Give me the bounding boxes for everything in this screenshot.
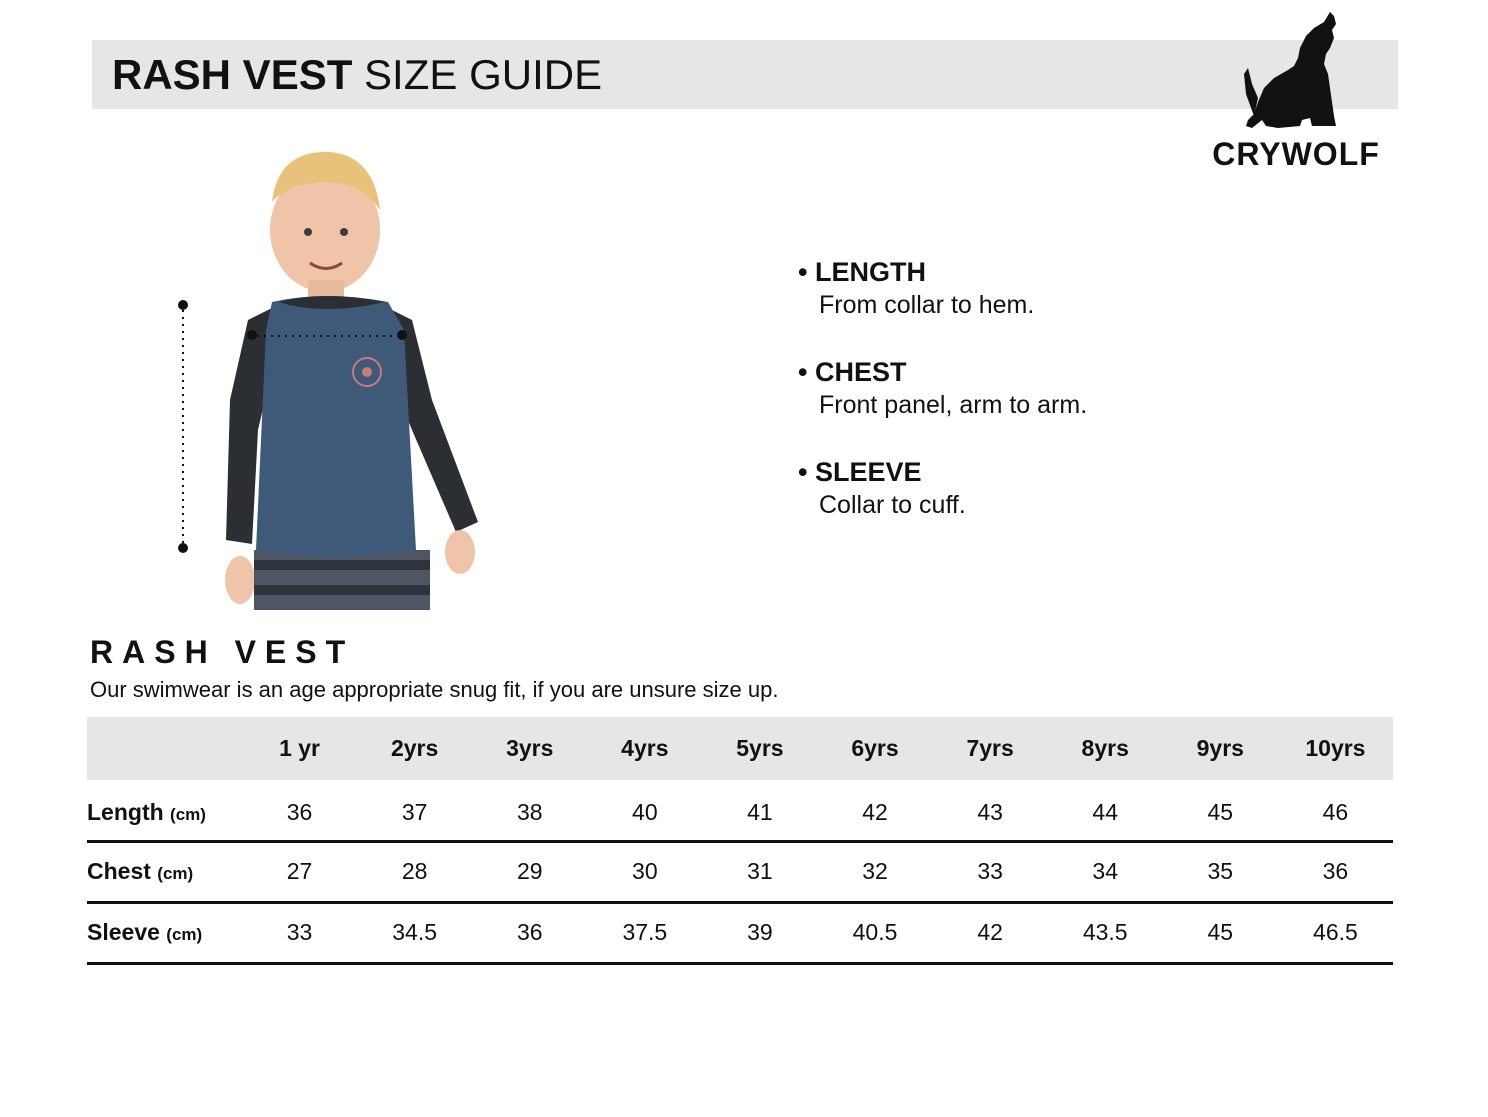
note-description: From collar to hem. (819, 291, 1035, 319)
table-row-chest (87, 841, 1393, 902)
table-cell: 39 (702, 902, 817, 963)
row-unit: (cm) (157, 864, 194, 883)
table-cell: 38 (472, 780, 587, 841)
table-cell: 40.5 (817, 902, 932, 963)
table-cell: 45 (1163, 902, 1278, 963)
table-cell: 44 (1048, 780, 1163, 841)
table-cell: 27 (242, 841, 357, 902)
note-length (798, 255, 1318, 321)
table-cell: 43 (933, 780, 1048, 841)
note-title: • CHEST (798, 357, 907, 387)
note-title: • LENGTH (798, 257, 926, 287)
column-header: 2yrs (390, 735, 439, 761)
table-cell: 33 (242, 902, 357, 963)
table-cell: 30 (587, 841, 702, 902)
table-cell: 34.5 (357, 902, 472, 963)
table-cell: 42 (817, 780, 932, 841)
table-corner (87, 717, 242, 780)
table-cell: 32 (817, 841, 932, 902)
table-row-length (87, 780, 1393, 841)
column-header: 10yrs (1305, 735, 1366, 761)
section-title: RASH VEST (90, 634, 355, 670)
table-cell: 43.5 (1048, 902, 1163, 963)
table-cell: 33 (933, 841, 1048, 902)
column-header: 1 yr (279, 735, 321, 761)
table-cell: 46 (1278, 780, 1393, 841)
table-cell: 46.5 (1278, 902, 1393, 963)
table-cell: 37 (357, 780, 472, 841)
row-unit: (cm) (166, 925, 203, 944)
table-cell: 36 (242, 780, 357, 841)
measurement-notes (798, 255, 1318, 555)
brand-name: CRYWOLF (1212, 136, 1380, 172)
title-rest: SIZE GUIDE (352, 51, 603, 98)
note-description: Front panel, arm to arm. (819, 391, 1088, 419)
row-label-text: Chest (87, 858, 151, 884)
row-label (87, 902, 242, 963)
note-chest (798, 355, 1318, 421)
title-bold: RASH VEST (112, 51, 353, 98)
row-label (87, 841, 242, 902)
table-header-row (87, 717, 1393, 780)
table-cell: 45 (1163, 780, 1278, 841)
column-header: 7yrs (966, 735, 1014, 761)
row-label (87, 780, 242, 841)
model-photo (160, 140, 500, 610)
brand-logo (1200, 8, 1390, 178)
row-unit: (cm) (170, 805, 206, 825)
howling-wolf-icon (1244, 8, 1344, 133)
table-cell: 31 (702, 841, 817, 902)
section-subtitle: Our swimwear is an age appropriate snug fit, if you are unsure size up. (90, 677, 779, 702)
table-cell: 41 (702, 780, 817, 841)
column-header: 5yrs (736, 735, 784, 761)
column-header: 6yrs (851, 735, 899, 761)
column-header: 3yrs (506, 735, 554, 761)
size-table (87, 717, 1393, 965)
table-cell: 42 (933, 902, 1048, 963)
note-title: • SLEEVE (798, 457, 922, 487)
column-header: 9yrs (1196, 735, 1244, 761)
column-header: 4yrs (621, 735, 669, 761)
page-title (112, 50, 602, 100)
table-row-sleeve (87, 902, 1393, 963)
table-cell: 28 (357, 841, 472, 902)
column-header: 8yrs (1081, 735, 1129, 761)
table-cell: 29 (472, 841, 587, 902)
note-sleeve (798, 455, 1318, 521)
row-label-text: Sleeve (87, 919, 160, 945)
table-cell: 36 (1278, 841, 1393, 902)
table-cell: 40 (587, 780, 702, 841)
table-cell: 37.5 (587, 902, 702, 963)
row-label-text: Length (87, 799, 164, 826)
table-cell: 36 (472, 902, 587, 963)
table-cell: 34 (1048, 841, 1163, 902)
table-cell: 35 (1163, 841, 1278, 902)
note-description: Collar to cuff. (819, 491, 966, 519)
